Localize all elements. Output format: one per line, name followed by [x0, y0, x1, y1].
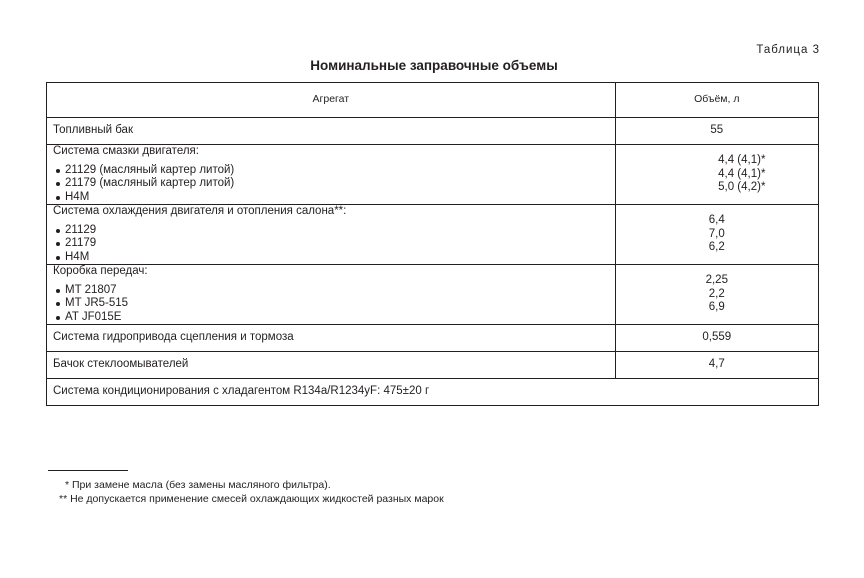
- header-row: [47, 83, 819, 118]
- header-unit: Агрегат: [47, 83, 616, 118]
- cooling-cell: [47, 205, 616, 265]
- gearbox-cell: [47, 265, 616, 325]
- value-item: 2,25: [705, 274, 728, 287]
- footnote-divider: [48, 470, 128, 471]
- list-item: 21129: [53, 224, 609, 238]
- list-item: H4M: [53, 191, 609, 205]
- value-item: 4,4 (4,1)*: [718, 167, 766, 180]
- value-item: 6,2: [708, 241, 725, 254]
- washer-value: 4,7: [615, 352, 818, 379]
- header-volume: Объём, л: [615, 83, 818, 118]
- row-aircon: [47, 379, 819, 406]
- list-item: MT 21807: [53, 284, 609, 298]
- hydraulic-value: 0,559: [615, 325, 818, 352]
- footnote-oil: * При замене масла (без замены масляного фильтра).: [65, 479, 331, 491]
- value-item: 4,4 (4,1)*: [718, 154, 766, 167]
- washer-label: Бачок стеклоомывателей: [47, 352, 616, 379]
- gearbox-title: Коробка передач:: [53, 265, 148, 277]
- value-item: 6,9: [708, 301, 725, 314]
- value-item: 6,4: [708, 214, 725, 227]
- row-hydraulic: [47, 325, 819, 352]
- capacities-table: [46, 82, 819, 406]
- hydraulic-label: Система гидропривода сцепления и тормоза: [47, 325, 616, 352]
- footnote-coolant: ** Не допускается применение смесей охлаждающих жидкостей разных марок: [59, 493, 444, 505]
- table-number: Таблица 3: [756, 44, 820, 56]
- value-item: 2,2: [708, 287, 725, 300]
- list-item: 21129 (масляный картер литой): [53, 164, 609, 178]
- fuel-tank-label: Топливный бак: [47, 118, 616, 145]
- row-lubrication: [47, 145, 819, 205]
- cooling-values: [615, 205, 818, 265]
- list-item: 21179 (масляный картер литой): [53, 177, 609, 191]
- lubrication-cell: [47, 145, 616, 205]
- lubrication-title: Система смазки двигателя:: [53, 145, 199, 157]
- aircon-label: Система кондиционирования с хладагентом R134a/R1234yF: 475±20 г: [47, 379, 819, 406]
- fuel-tank-value: 55: [615, 118, 818, 145]
- list-item: 21179: [53, 237, 609, 251]
- list-item: MT JR5-515: [53, 297, 609, 311]
- list-item: H4M: [53, 251, 609, 265]
- row-fuel-tank: [47, 118, 819, 145]
- row-gearbox: [47, 265, 819, 325]
- list-item: AT JF015E: [53, 311, 609, 325]
- value-item: 5,0 (4,2)*: [718, 181, 766, 194]
- row-washer: [47, 352, 819, 379]
- gearbox-values: [615, 265, 818, 325]
- cooling-title: Система охлаждения двигателя и отопления салона**:: [53, 205, 347, 217]
- row-cooling: [47, 205, 819, 265]
- footnotes: [59, 478, 444, 506]
- table-title: Номинальные заправочные объемы: [310, 58, 558, 73]
- value-item: 7,0: [708, 227, 725, 240]
- lubrication-values: [615, 145, 818, 205]
